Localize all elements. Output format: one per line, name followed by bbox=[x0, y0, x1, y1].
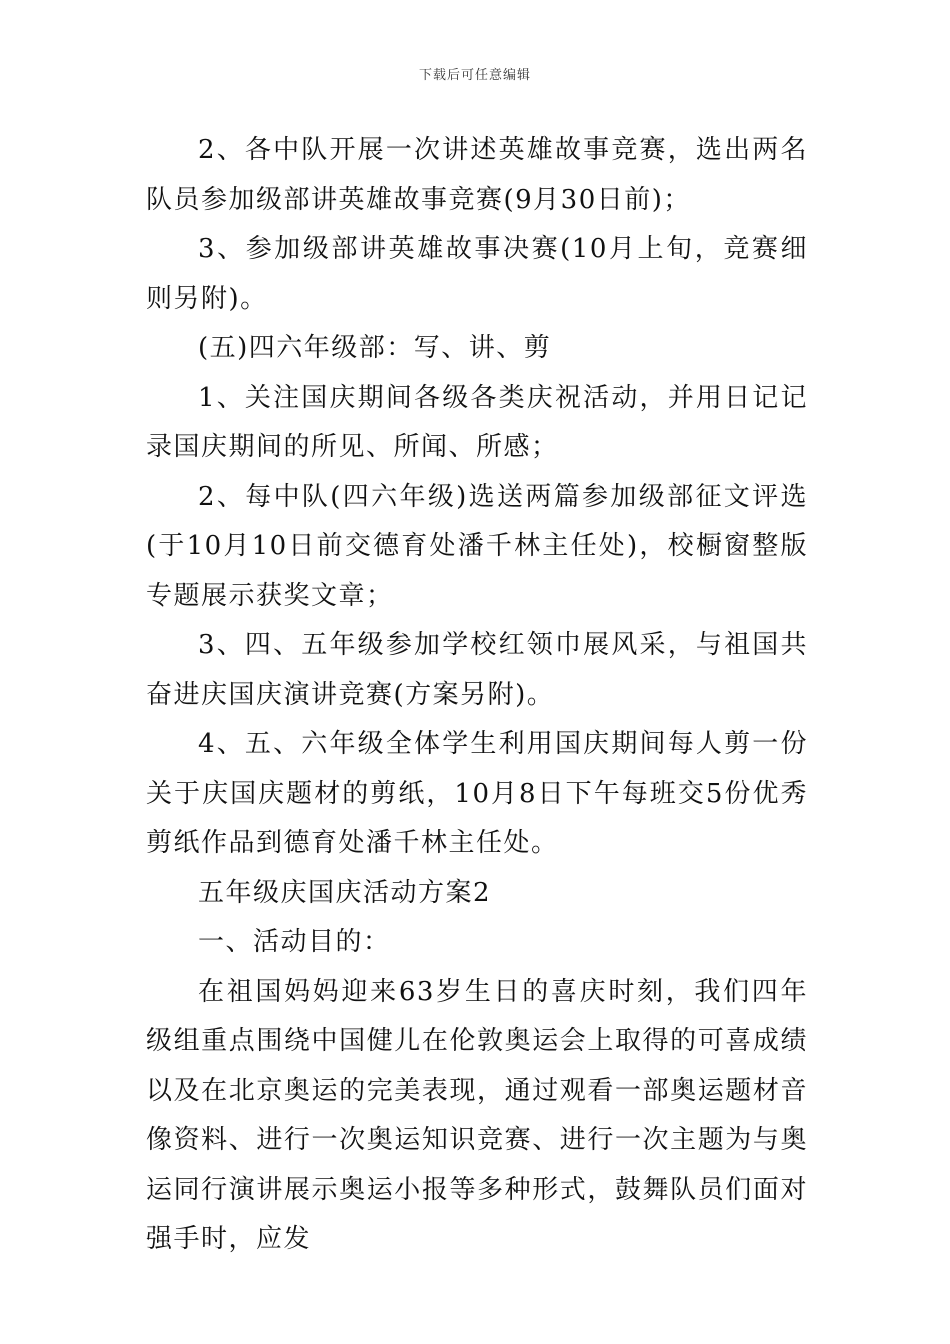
paragraph-4: 2、每中队(四六年级)选送两篇参加级部征文评选(于10月10日前交德育处潘千林主任处)，校橱窗整版专题展示获奖文章； bbox=[146, 481, 808, 611]
section-heading-purpose: 一、活动目的： bbox=[198, 927, 391, 957]
paragraph-3: 1、关注国庆期间各级各类庆祝活动，并用日记记录国庆期间的所见、所闻、所感； bbox=[146, 382, 808, 462]
paragraph-5: 3、四、五年级参加学校红领巾展风采，与祖国共奋进庆国庆演讲竞赛(方案另附)。 bbox=[146, 630, 808, 710]
section-heading: (五)四六年级部：写、讲、剪 bbox=[198, 333, 552, 363]
document-subtitle: 五年级庆国庆活动方案2 bbox=[198, 877, 492, 908]
paragraph-6: 4、五、六年级全体学生利用国庆期间每人剪一份关于庆国庆题材的剪纸，10月8日下午每班交5份优秀剪纸作品到德育处潘千林主任处。 bbox=[146, 729, 808, 858]
document-body bbox=[146, 126, 808, 1265]
paragraph-1: 2、各中队开展一次讲述英雄故事竞赛，选出两名队员参加级部讲英雄故事竞赛(9月30日前)； bbox=[146, 135, 808, 215]
paragraph-7: 在祖国妈妈迎来63岁生日的喜庆时刻，我们四年级组重点围绕中国健儿在伦敦奥运会上取得的可喜成绩以及在北京奥运的完美表现，通过观看一部奥运题材音像资料、进行一次奥运知识竞赛、进行一次主题为与奥运同行演讲展示奥运小报等多种形式，鼓舞队员们面对强手时，应发 bbox=[146, 976, 808, 1254]
paragraph-2: 3、参加级部讲英雄故事决赛(10月上旬，竞赛细则另附)。 bbox=[146, 234, 808, 314]
page-header: 下载后可任意编辑 bbox=[418, 68, 531, 83]
